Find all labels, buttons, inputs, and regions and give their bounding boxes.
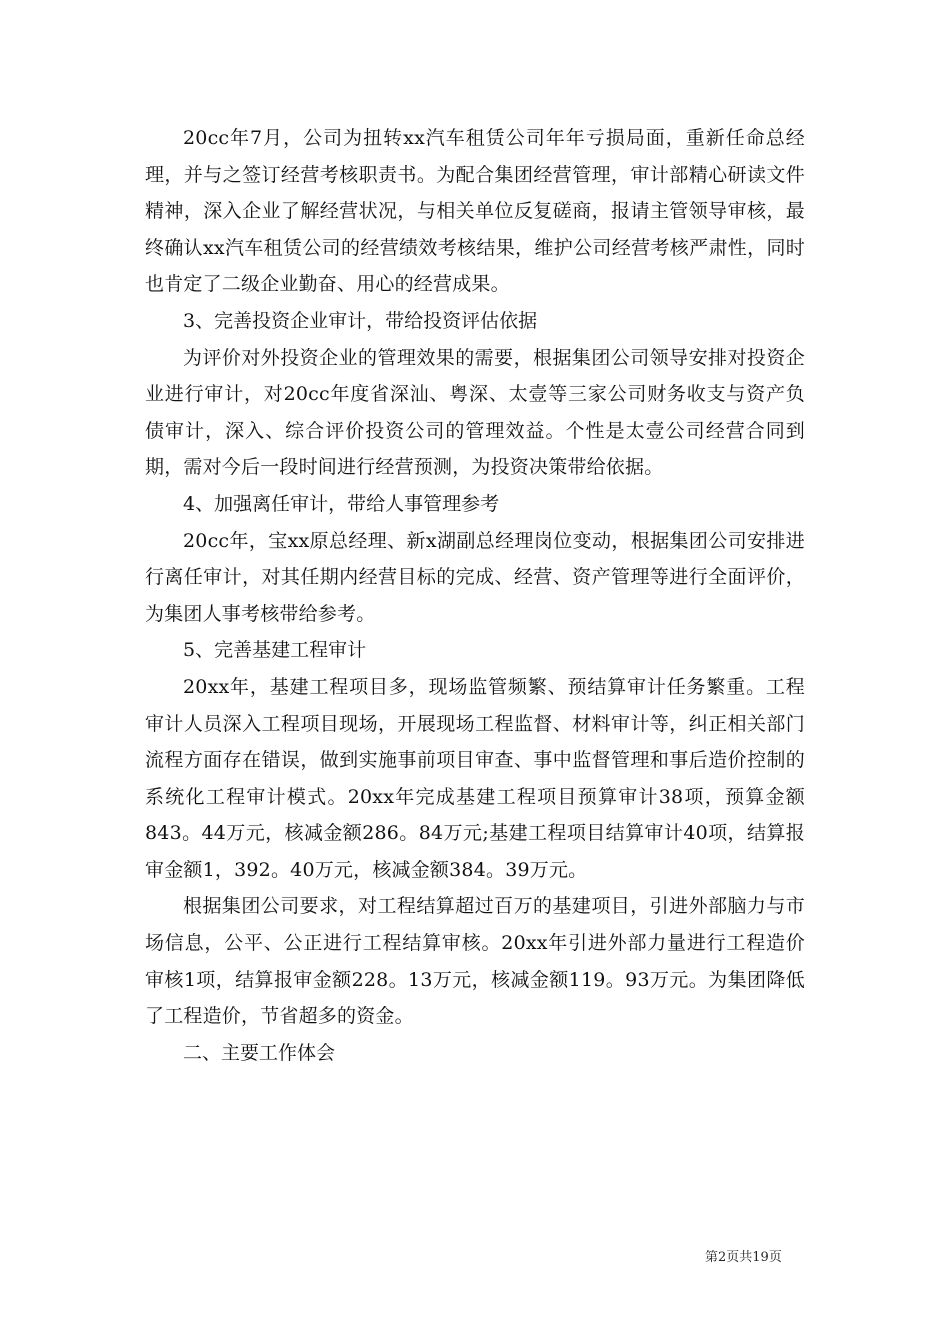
section-heading-investment-audit: 3、完善投资企业审计，带给投资评估依据 xyxy=(183,309,538,332)
paragraph-investment-audit: 为评价对外投资企业的管理效果的需要，根据集团公司领导安排对投资企业进行审计，对20cc年度省深汕、粤深、太壹等三家公司财务收支与资产负债审计，深入、综合评价投资公司的管理效益。个性是太壹公司经营合同到期，需对今后一段时间进行经营预测，为投资决策带给依据。 xyxy=(145,346,805,479)
paragraph-settlement-review: 根据集团公司要求，对工程结算超过百万的基建项目，引进外部脑力与市场信息，公平、公正进行工程结算审核。20xx年引进外部力量进行工程造价审核1项，结算报审金额228。13万元，核减金额119。93万元。为集团降低了工程造价，节省超多的资金。 xyxy=(145,895,805,1028)
paragraph-performance-review: 20cc年7月，公司为扭转xx汽车租赁公司年年亏损局面，重新任命总经理，并与之签订经营考核职责书。为配合集团经营管理，审计部精心研读文件精神，深入企业了解经营状况，与相关单位反复磋商，报请主管领导审核，最终确认xx汽车租赁公司的经营绩效考核结果，维护公司经营考核严肃性，同时也肯定了二级企业勤奋、用心的经营成果。 xyxy=(145,127,805,296)
paragraph-construction-audit: 20xx年，基建工程项目多，现场监管频繁、预结算审计任务繁重。工程审计人员深入工程项目现场，开展现场工程监督、材料审计等，纠正相关部门流程方面存在错误，做到实施事前项目审查、事中监督管理和事后造价控制的系统化工程审计模式。20xx年完成基建工程项目预算审计38项，预算金额843。44万元，核减金额286。84万元;基建工程项目结算审计40项，结算报审金额1，392。40万元，核减金额384。39万元。 xyxy=(145,675,805,881)
paragraph-departure-audit: 20cc年，宝xx原总经理、新x湖副总经理岗位变动，根据集团公司安排进行离任审计，对其任期内经营目标的完成、经营、资产管理等进行全面评价，为集团人事考核带给参考。 xyxy=(145,529,805,625)
document-body xyxy=(145,120,805,1071)
page-number-footer: 第2页共19页 xyxy=(705,1250,782,1265)
section-heading-departure-audit: 4、加强离任审计，带给人事管理参考 xyxy=(183,492,500,515)
section-heading-work-experience: 二、主要工作体会 xyxy=(183,1041,336,1064)
section-heading-construction-audit: 5、完善基建工程审计 xyxy=(183,639,367,662)
